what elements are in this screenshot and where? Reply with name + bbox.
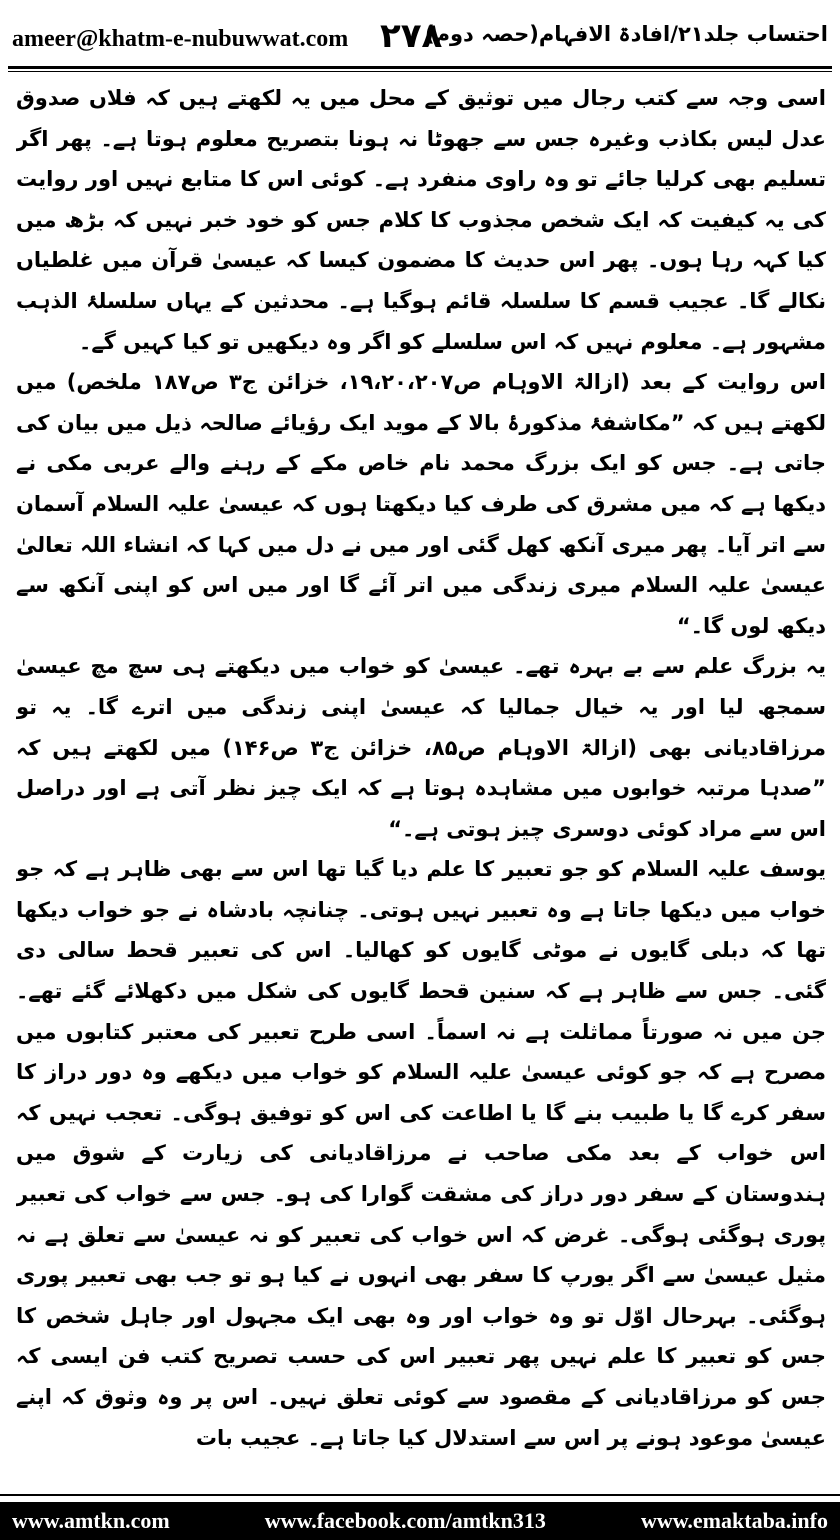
page-body <box>16 78 826 1478</box>
paragraph-3: یہ بزرگ علم سے بے بہرہ تھے۔ عیسیٰ کو خواب میں دیکھتے ہی سچ مچ عیسیٰ سمجھ لیا اور یہ خیال جمالیا کہ عیسیٰ اپنی زندگی میں اترے گا۔ یہ تو مرزاقادیانی بھی (ازالۃ الاوہام ص۸۵، خزائن ج۳ ص۱۴۶) میں لکھتے ہیں کہ ”صدہا مرتبہ خوابوں میں مشاہدہ ہوتا ہے کہ ایک چیز نظر آتی ہے اور دراصل اس سے مراد کوئی دوسری چیز ہوتی ہے۔“ <box>16 654 826 841</box>
book-title: احتساب جلد۲۱/افادۃ الافہام(حصہ دوم) <box>425 22 828 46</box>
footer-link-facebook[interactable]: www.facebook.com/amtkn313 <box>264 1508 546 1533</box>
header-rule <box>8 66 832 69</box>
footer-rule <box>0 1494 840 1496</box>
paragraph-2: اس روایت کے بعد (ازالۃ الاوہام ص۱۹،۲۰،۲۰۷، خزائن ج۳ ص۱۸۷ ملخص) میں لکھتے ہیں کہ ”مکاشفۂ مذکورۂ بالا کے موید ایک رؤیائے صالحہ ذیل میں بیان کی جاتی ہے۔ جس کو ایک بزرگ محمد نام خاص مکے کے رہنے والے عربی مکی نے دیکھا ہے کہ میں مشرق کی طرف کیا دیکھتا ہوں کہ عیسیٰ علیہ السلام آسمان سے اتر آیا۔ پھر میری آنکھ کھل گئی اور میں نے دل میں کہا کہ انشاء اللہ تعالیٰ عیسیٰ علیہ السلام میری زندگی میں اتر آئے گا اور میں اس کو اپنی آنکھ سے دیکھ لوں گا۔“ <box>16 370 826 638</box>
footer-link-amtkn[interactable]: www.amtkn.com <box>12 1508 170 1533</box>
footer-bar <box>0 1502 840 1540</box>
paragraph-4: یوسف علیہ السلام کو جو تعبیر کا علم دیا گیا تھا اس سے بھی ظاہر ہے کہ جو خواب میں دیکھا جاتا ہے وہ تعبیر نہیں ہوتی۔ چنانچہ بادشاہ نے جو خواب دیکھا تھا کہ دبلی گایوں نے موٹی گایوں کو کھالیا۔ اس کی تعبیر قحط سالی دی گئی۔ جس سے ظاہر ہے کہ سنین قحط گایوں کی شکل میں دکھلائے گئے تھے۔ جن میں نہ صورتاً مماثلت ہے نہ اسماً۔ اسی طرح تعبیر کی معتبر کتابوں میں مصرح ہے کہ جو کوئی عیسیٰ علیہ السلام کو خواب میں دیکھے وہ دور دراز کا سفر کرے گا یا طبیب بنے گا یا اطاعت کی اس کو توفیق ہوگی۔ تعجب نہیں کہ اس خواب کے بعد مکی صاحب نے مرزاقادیانی کی زیارت کے شوق میں ہندوستان کے سفر دور دراز کی مشقت گوارا کی ہو۔ جس سے خواب کی تعبیر پوری ہوگئی ہوگی۔ غرض کہ اس خواب کی تعبیر کو نہ عیسیٰ سے تعلق ہے نہ مثیل عیسیٰ سے اگر یورپ کا سفر بھی انہوں نے کیا ہو تو جب بھی تعبیر پوری ہوگئی۔ بہرحال اوّل تو وہ خواب اور وہ بھی ایک مجہول اور جاہل شخص کا جس کو تعبیر کا علم نہیں پھر تعبیر اس کی حسب تصریح کتب فن ایسی کہ جس کو مرزاقادیانی کے مقصود سے کوئی تعلق نہیں۔ اس پر وہ وثوق کہ اپنے عیسیٰ موعود ہونے پر اس سے استدلال کیا جاتا ہے۔ عجیب بات <box>16 857 826 1450</box>
paragraph-1: اسی وجہ سے کتب رجال میں توثیق کے محل میں یہ لکھتے ہیں کہ فلاں صدوق عدل لیس بکاذب وغیرہ جس سے جھوٹا نہ ہونا بتصریح معلوم ہوتا ہے۔ پھر اگر تسلیم بھی کرلیا جائے تو وہ راوی منفرد ہے۔ کوئی اس کا متابع نہیں اور روایت کی یہ کیفیت کہ ایک شخص مجذوب کا کلام جس کو خود خبر نہیں کہ بڑھ میں کیا کہہ رہا ہوں۔ پھر اس حدیث کا مضمون کیسا کہ عیسیٰ قرآن میں غلطیاں نکالے گا۔ عجیب قسم کا سلسلہ قائم ہوگیا ہے۔ محدثین کے یہاں سلسلۂ الذہب مشہور ہے۔ معلوم نہیں کہ اس سلسلے کو اگر وہ دیکھیں تو کیا کہیں گے۔ <box>16 86 826 354</box>
footer-link-emaktaba[interactable]: www.emaktaba.info <box>640 1508 828 1533</box>
page-header <box>8 14 832 64</box>
page-number: ۲۷۸ <box>380 16 443 56</box>
header-rule-thin <box>8 71 832 72</box>
header-email: ameer@khatm-e-nubuwwat.com <box>12 26 349 52</box>
